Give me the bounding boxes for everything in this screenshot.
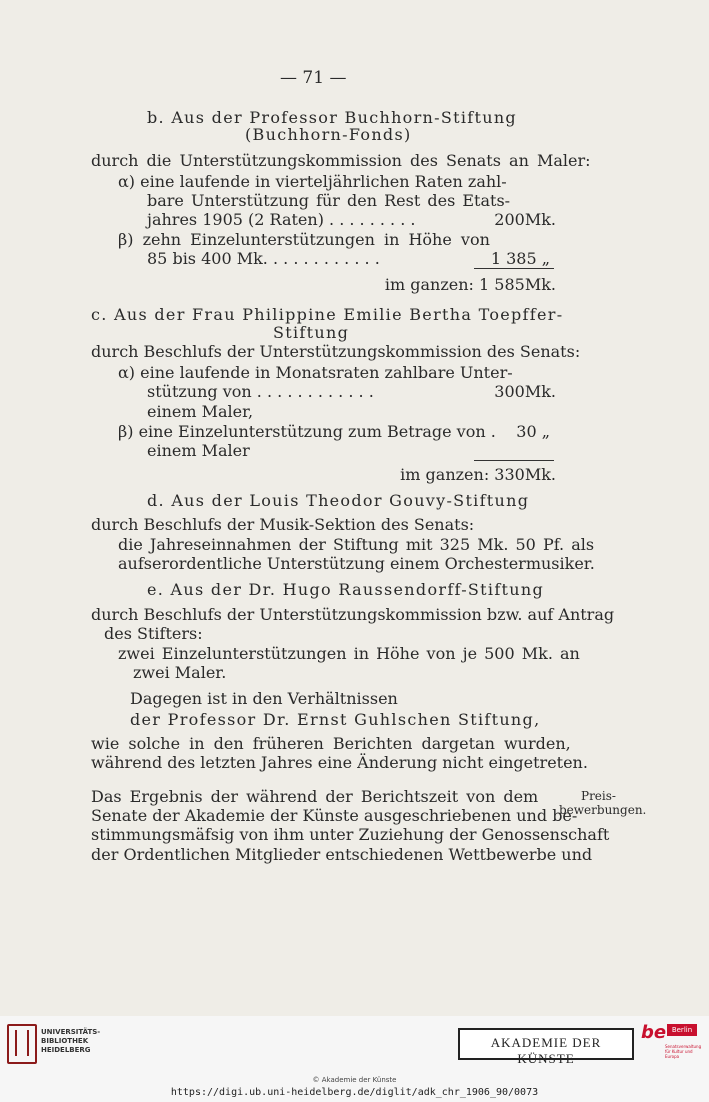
section-c-beta-line2: einem Maler [147,441,250,460]
akademie-stamp: AKADEMIE DER KÜNSTE [458,1028,634,1060]
section-b-total: im ganzen: 1 585Mk. [384,275,556,294]
berlin-subtitle: Senatsverwaltung für Kultur und Europa [665,1044,702,1059]
dagegen-line1: Dagegen ist in den Verhältnissen [130,689,398,708]
section-b-beta-line1: β) zehn Einzelunterstützungen in Höhe von [118,230,490,249]
section-b-intro: durch die Unterstützungskommission des Senats an Maler: [91,151,591,170]
berlin-logo[interactable]: be Berlin Senatsverwaltung für Kultur und Europa [641,1022,702,1059]
library-mark-icon [7,1024,37,1064]
section-c-title: c. Aus der Frau Philippine Emilie Bertha Toepffer- [91,305,564,324]
section-b-title: b. Aus der Professor Buchhorn-Stiftung [147,108,517,127]
dagegen-line2: der Professor Dr. Ernst Guhlschen Stiftung, [130,710,541,729]
dagegen-line3: wie solche in den früheren Berichten dargetan wurden, [91,734,571,753]
section-b-alpha-line3: jahres 1905 (2 Raten) . . . . . . . . . [147,210,416,229]
section-c-intro: durch Beschlufs der Unterstützungskommission des Senats: [91,342,581,361]
section-e-line4: zwei Maler. [133,663,227,682]
dagegen-line4: während des letzten Jahres eine Änderung nicht eingetreten. [91,753,588,772]
section-e-line2: des Stifters: [104,624,203,643]
final-line2: Senate der Akademie der Künste ausgeschriebenen und be- [91,806,578,825]
source-url-link[interactable]: https://digi.ub.uni-heidelberg.de/diglit/adk_chr_1906_90/0073 [170,1087,539,1098]
section-e-title: e. Aus der Dr. Hugo Raussendorff-Stiftung [147,580,545,599]
section-b-alpha-line2: bare Unterstützung für den Rest des Etats- [147,191,511,210]
section-e-line3: zwei Einzelunterstützungen in Höhe von je 500 Mk. an [118,644,580,663]
section-c-alpha-line1: α) eine laufende in Monatsraten zahlbare Unter- [118,363,513,382]
section-b-sum-rule [474,268,554,269]
section-b-alpha-line1: α) eine laufende in vierteljährlichen Raten zahl- [118,172,507,191]
section-c-total: im ganzen: 330Mk. [400,465,556,484]
section-b-beta-amount: 1 385 „ [490,249,550,268]
section-c-beta-line1: β) eine Einzelunterstützung zum Betrage von . [118,422,496,441]
page-number: — 71 — [280,68,347,88]
section-b-beta-line2: 85 bis 400 Mk. . . . . . . . . . . . [147,249,380,268]
section-c-alpha-amount: 300Mk. [494,382,556,401]
margin-note-line1: Preis- [581,789,616,803]
final-line1: Das Ergebnis der während der Berichtszeit von dem [91,787,539,806]
section-e-line1: durch Beschlufs der Unterstützungskommission bzw. auf Antrag [91,605,615,624]
final-line3: stimmungsmäfsig von ihm unter Zuziehung der Genossenschaft [91,825,610,844]
section-c-beta-amount: 30 „ [516,422,550,441]
section-d-line2: die Jahreseinnahmen der Stiftung mit 325 Mk. 50 Pf. als [118,535,595,554]
section-c-sum-rule [474,460,554,461]
section-c-alpha-line2: stützung von . . . . . . . . . . . . [147,382,374,401]
section-d-title: d. Aus der Louis Theodor Gouvy-Stiftung [147,491,530,510]
section-b-subtitle: (Buchhorn-Fonds) [245,125,412,144]
section-d-line3: aufserordentliche Unterstützung einem Orchestermusiker. [118,554,595,573]
library-name: UNIVERSITÄTS- BIBLIOTHEK HEIDELBERG [41,1028,101,1054]
section-d-line1: durch Beschlufs der Musik-Sektion des Senats: [91,515,475,534]
section-c-subtitle: Stiftung [273,323,350,342]
university-library-logo[interactable] [7,1024,157,1064]
section-b-alpha-amount: 200Mk. [494,210,556,229]
section-c-alpha-line3: einem Maler, [147,402,254,421]
final-line4: der Ordentlichen Mitglieder entschiedenen Wettbewerbe und [91,845,593,864]
copyright-text: © Akademie der Künste [312,1076,397,1084]
margin-note-line2: bewerbungen. [559,803,647,817]
